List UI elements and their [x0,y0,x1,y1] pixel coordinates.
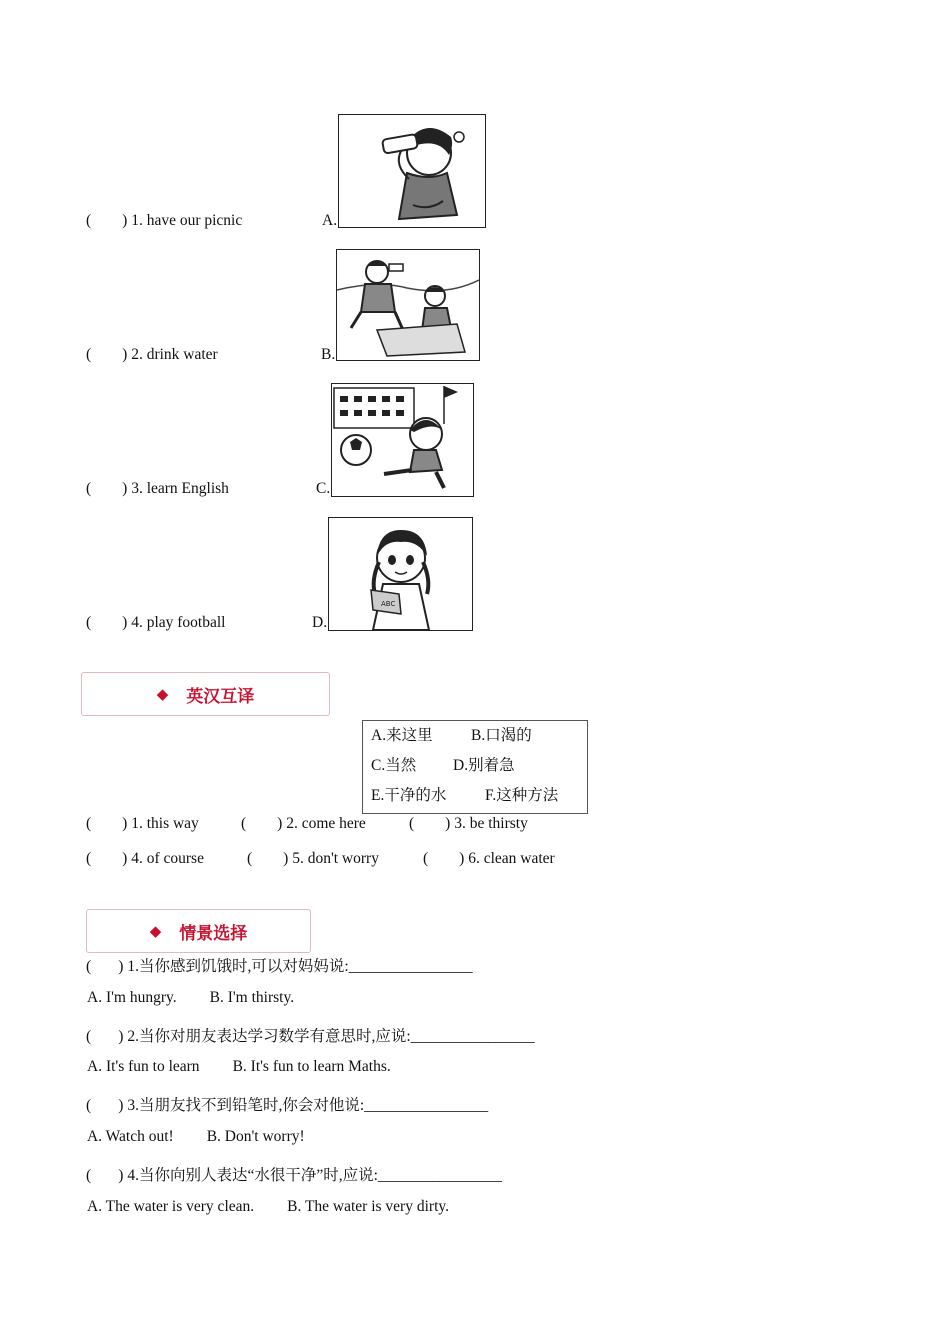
option: B.口渴的 [471,727,532,744]
situation-question-3 [86,1093,488,1115]
translation-row-1c [409,815,528,833]
option-letter-d: D. [312,614,328,631]
situation-answers-1 [87,989,294,1007]
matching-item-2 [86,346,218,364]
picture-d-girl-reading [328,517,473,631]
choice-a: A. Watch out! [87,1128,174,1145]
diamond-icon: ◆ [156,685,169,703]
option: D.别着急 [453,757,515,774]
answer-blank[interactable]: ( [86,958,119,975]
situation-answers-2 [87,1058,391,1076]
choice-a: A. It's fun to learn [87,1058,200,1075]
choice-b: B. I'm thirsty. [209,989,295,1006]
options-row-2 [371,753,515,775]
matching-item-3 [86,480,229,498]
item-text: 3. learn English [131,480,229,497]
item-text: 1. have our picnic [131,212,243,229]
answer-blank[interactable]: ( ) [86,815,128,832]
item-text: 2. drink water [131,346,218,363]
answer-blank[interactable]: ( ) [409,815,451,832]
choice-b: B. The water is very dirty. [287,1198,449,1215]
options-row-3 [371,783,558,805]
options-row-1 [371,723,532,745]
option-letter-a: A. [322,212,338,229]
picture-b-picnic [336,249,480,361]
answer-blank[interactable]: ( ) [86,850,128,867]
options-box [362,720,588,814]
matching-item-1 [86,212,242,230]
translation-item: 4. of course [131,850,204,867]
translation-item: 5. don't worry [292,850,379,867]
choice-a: A. I'm hungry. [87,989,177,1006]
answer-blank[interactable]: ( [86,1097,119,1114]
choice-a: A. The water is very clean. [87,1198,255,1215]
answer-blank[interactable]: ( ) [86,614,128,631]
section-header-translation [81,672,330,716]
choice-b: B. It's fun to learn Maths. [232,1058,391,1075]
section-title: 情景选择 [179,923,248,944]
question-text: ) 4.当你向别人表达“水很干净”时,应说:________________ [118,1167,502,1184]
question-text: ) 1.当你感到饥饿时,可以对妈妈说:________________ [118,958,473,975]
answer-blank[interactable]: ( ) [247,850,289,867]
situation-question-2 [86,1024,535,1046]
situation-question-1 [86,954,473,976]
option-letter-c: C. [316,480,331,497]
answer-blank[interactable]: ( [86,1167,119,1184]
question-text: ) 2.当你对朋友表达学习数学有意思时,应说:________________ [118,1028,535,1045]
translation-row-1 [86,815,199,833]
answer-blank[interactable]: ( ) [86,212,128,229]
option: A.来这里 [371,727,433,744]
question-text: ) 3.当朋友找不到铅笔时,你会对他说:________________ [118,1097,489,1114]
answer-blank[interactable]: ( ) [241,815,283,832]
matching-item-4 [86,614,225,632]
option: F.这种方法 [485,787,559,804]
answer-blank[interactable]: ( ) [86,346,128,363]
answer-blank[interactable]: ( ) [423,850,465,867]
picture-c-boy-football [331,383,474,497]
translation-row-1b [241,815,366,833]
option: C.当然 [371,757,417,774]
diamond-icon: ◆ [149,922,162,940]
item-text: 4. play football [131,614,226,631]
option: E.干净的水 [371,787,447,804]
book-label: ABC [381,600,396,608]
translation-item: 1. this way [131,815,199,832]
translation-row-2c [423,850,555,868]
picture-a-girl-drinking [338,114,486,228]
translation-item: 6. clean water [468,850,555,867]
answer-blank[interactable]: ( ) [86,480,128,497]
choice-b: B. Don't worry! [206,1128,305,1145]
option-letter-b: B. [321,346,336,363]
answer-blank[interactable]: ( [86,1028,119,1045]
situation-question-4 [86,1163,502,1185]
translation-row-2b [247,850,379,868]
translation-item: 2. come here [286,815,366,832]
situation-answers-3 [87,1128,305,1146]
section-title: 英汉互译 [186,686,255,707]
situation-answers-4 [87,1198,449,1216]
translation-item: 3. be thirsty [454,815,528,832]
section-header-situation [86,909,311,953]
translation-row-2 [86,850,204,868]
